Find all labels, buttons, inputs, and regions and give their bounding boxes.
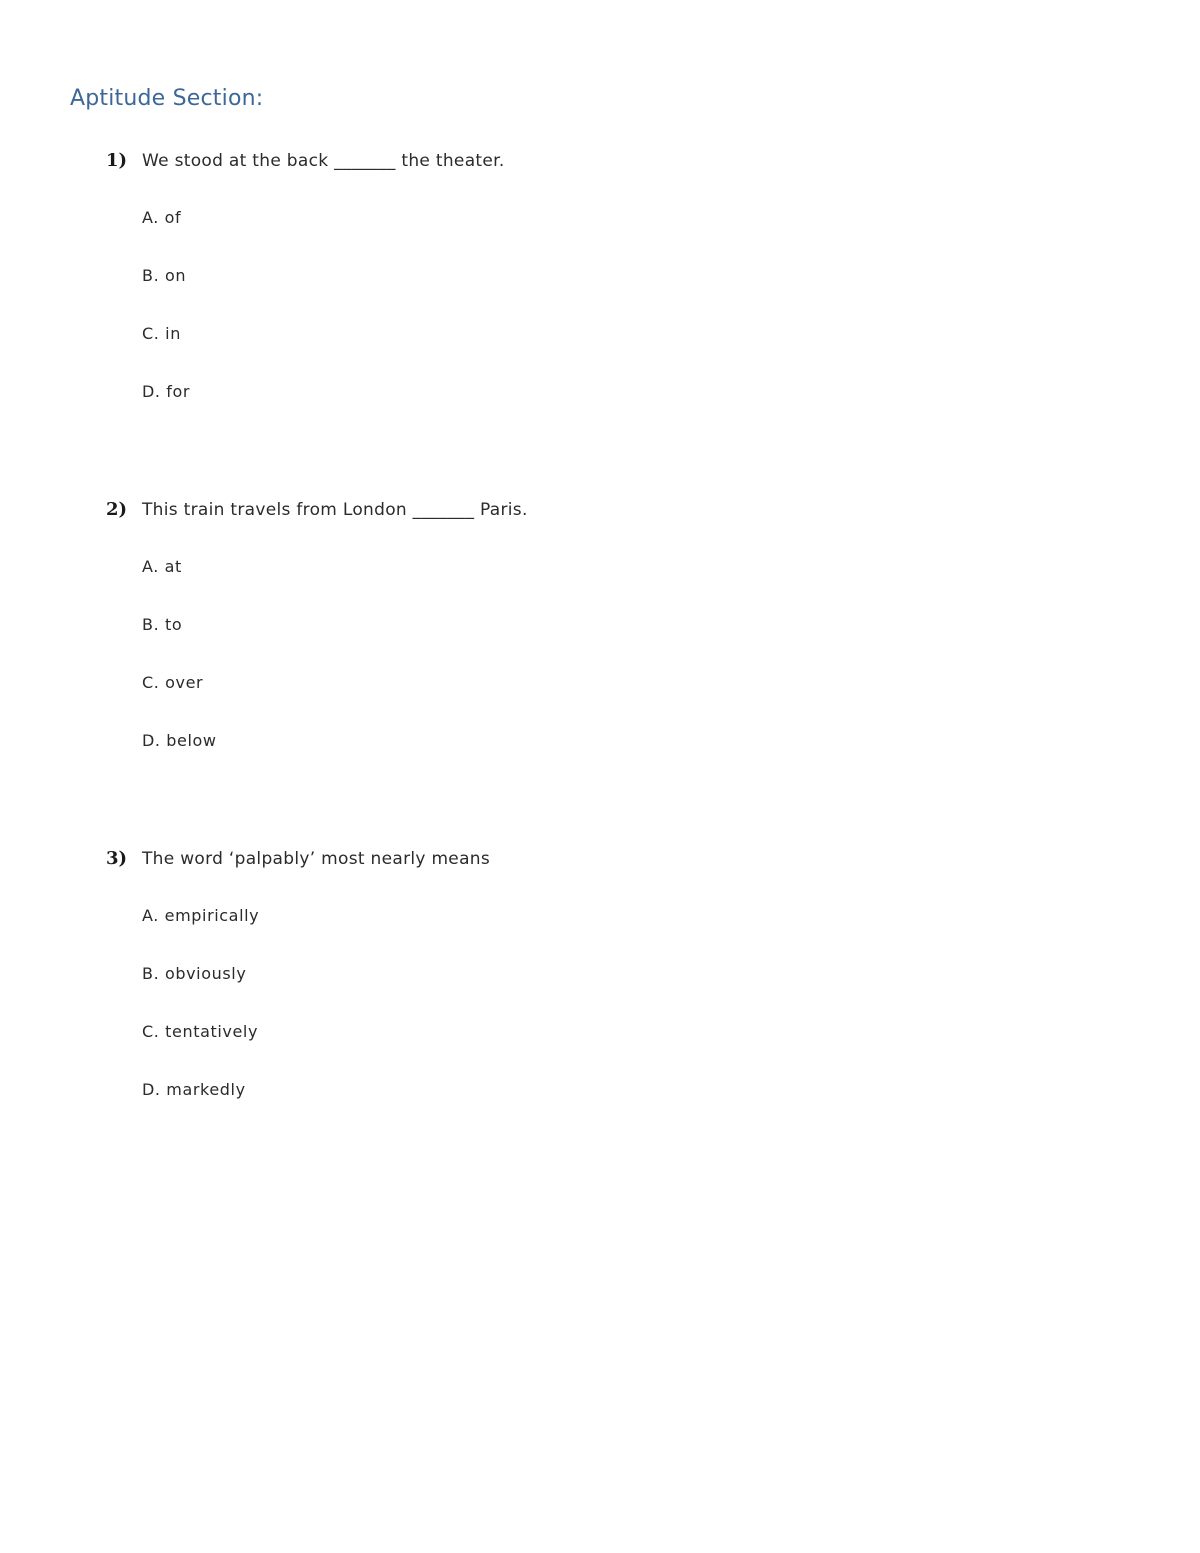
option-c: C. in — [142, 324, 181, 343]
option-b: B. obviously — [142, 964, 247, 983]
question-text: This train travels from London _______ Paris. — [142, 500, 528, 520]
question-1 — [0, 150, 1200, 401]
question-number: 3) — [106, 848, 128, 869]
option-c: C. tentatively — [142, 1022, 259, 1041]
question-stem — [0, 499, 1200, 523]
option-list — [142, 906, 259, 1138]
option-b: B. to — [142, 615, 183, 634]
question-text: The word ‘palpably’ most nearly means — [142, 849, 491, 869]
question-stem — [0, 150, 1200, 174]
question-3 — [0, 848, 1200, 1099]
option-c: C. over — [142, 673, 204, 692]
option-a: A. empirically — [142, 906, 260, 925]
option-list — [142, 557, 217, 789]
option-d: D. for — [142, 382, 191, 401]
question-number: 1) — [106, 150, 128, 171]
option-a: A. of — [142, 208, 182, 227]
option-list — [142, 208, 190, 440]
option-d: D. below — [142, 731, 217, 750]
question-2 — [0, 499, 1200, 750]
option-b: B. on — [142, 266, 187, 285]
question-number: 2) — [106, 499, 128, 520]
section-title: Aptitude Section: — [70, 86, 264, 111]
question-stem — [0, 848, 1200, 872]
option-a: A. at — [142, 557, 182, 576]
option-d: D. markedly — [142, 1080, 246, 1099]
question-text: We stood at the back _______ the theater. — [142, 151, 505, 171]
